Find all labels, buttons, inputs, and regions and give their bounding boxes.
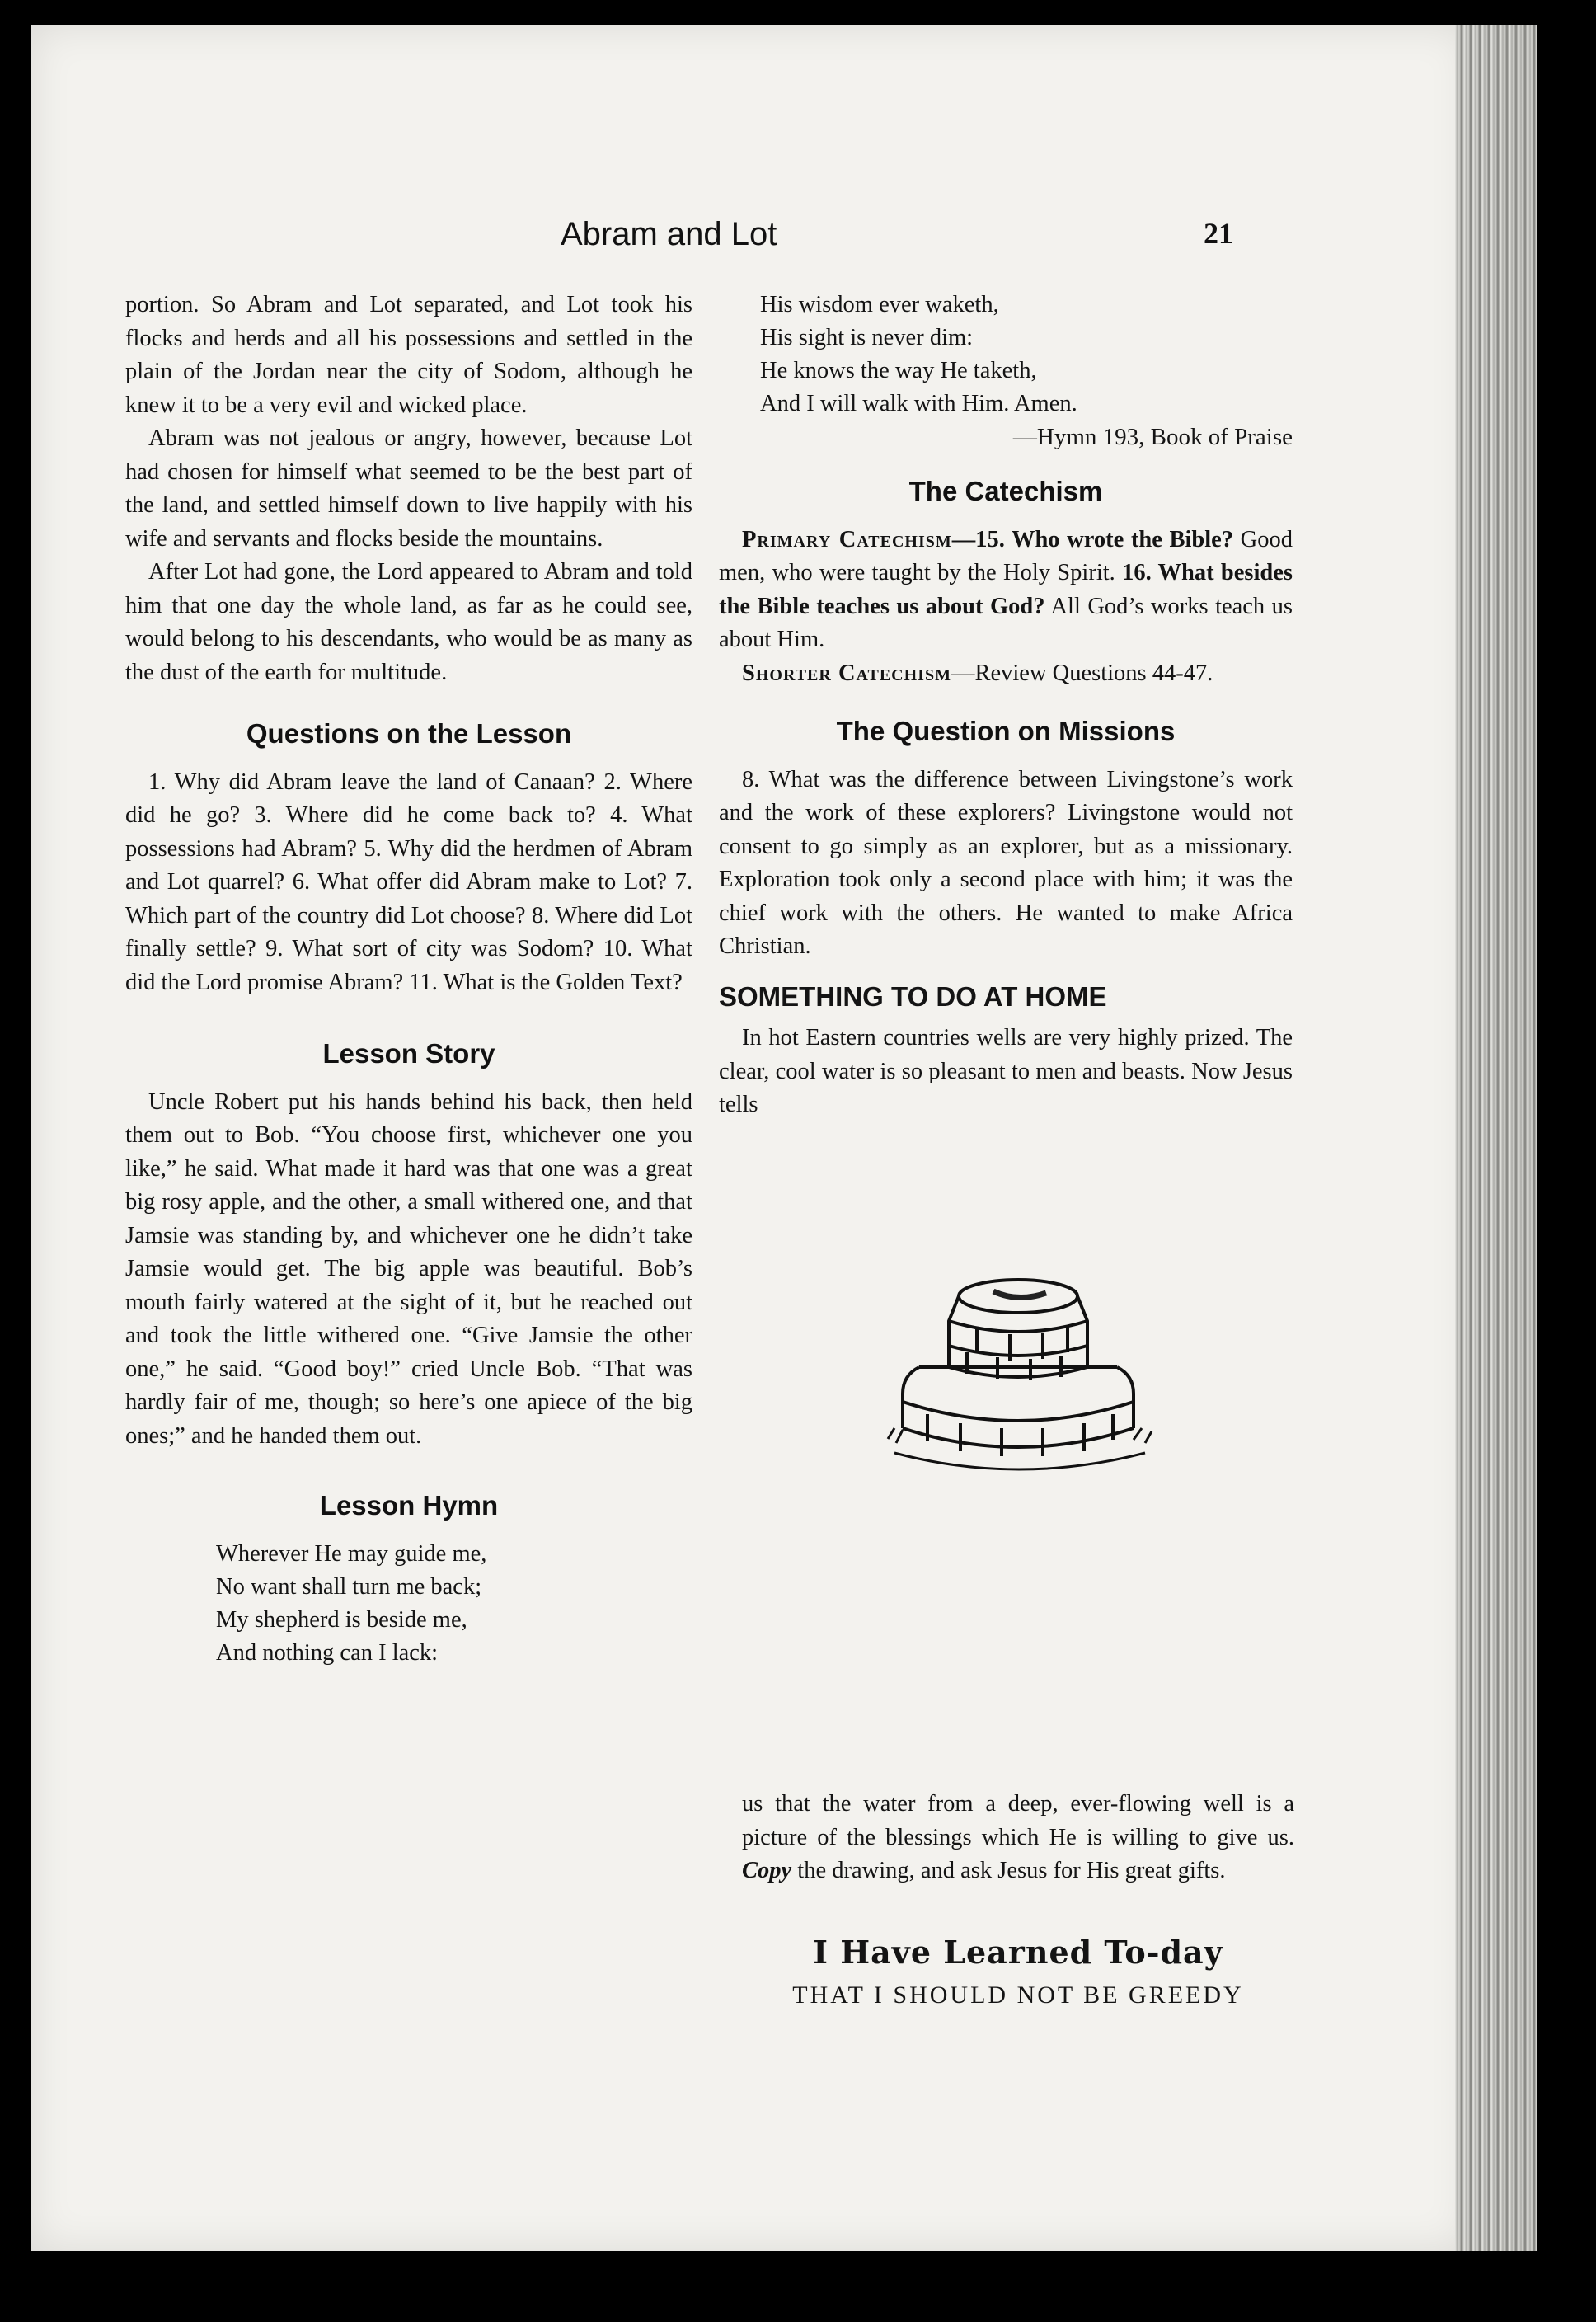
hymn-line: He knows the way He taketh,	[760, 358, 1037, 383]
hymn-line: And I will walk with Him. Amen.	[760, 391, 1077, 416]
hymn-line: Wherever He may guide me,	[216, 1540, 487, 1567]
learned-today-lesson: THAT I SHOULD NOT BE GREEDY	[792, 1981, 1244, 2009]
missions-heading: The Question on Missions	[836, 716, 1176, 746]
story-paragraph: After Lot had gone, the Lord appeared to Abram and told him that one day the whole land, as far as he could see, would belong to his descendants, who would be as many as the dust of the earth for multitude.	[125, 559, 692, 685]
shorter-catechism-label: Shorter Catechism	[742, 660, 951, 686]
hymn-line: His sight is never dim:	[760, 325, 974, 350]
hymn-line: No want shall turn me back;	[216, 1573, 482, 1600]
home-activity-heading: SOMETHING TO DO AT HOME	[719, 980, 1107, 1012]
story-paragraph: portion. So Abram and Lot separated, and Lot took his flocks and herds and all his possessions and settled in the plain of the Jordan near the city of Sodom, although he knew it to be a very evil and wicked place.	[125, 292, 692, 418]
catechism-heading: The Catechism	[908, 476, 1103, 506]
questions-text: 1. Why did Abram leave the land of Canaan? 2. Where did he go? 3. Where did he come back to? 4. What possessions had Abram? 5. Why did the herdmen of Abram and Lot quarrel? 6. What offer did Abram make to Lot? 7. Which part of the country did Lot choose? 8. Where did Lot finally settle? 9. What sort of city was Sodom? 10. What did the Lord promise Abram? 11. What is the Golden Text?	[125, 769, 692, 995]
catechism-question: —15. Who wrote the Bible?	[951, 526, 1234, 552]
hymn-line: My shepherd is beside me,	[216, 1606, 467, 1633]
lesson-hymn-heading: Lesson Hymn	[319, 1490, 499, 1521]
hymn-line: And nothing can I lack:	[216, 1639, 439, 1666]
home-activity-text-part: us that the water from a deep, ever-flowing well is a picture of the blessings which He is willing to give us.	[742, 1791, 1294, 1850]
learned-today-heading: I Have Learned To-day	[813, 1933, 1223, 1971]
hymn-line: His wisdom ever waketh,	[760, 292, 999, 317]
missions-text: 8. What was the difference between Livingstone’s work and the work of these explorers? Livingstone would not consent to go simply as an explorer, but as a missionary. Exploration took only a second place with him; it was the chief work with the others. He wanted to make Africa Christian.	[719, 766, 1293, 959]
home-activity-text-part: the drawing, and ask Jesus for His great gifts.	[797, 1858, 1226, 1883]
catechism-answer: Good men, who were taught by the Holy Spirit.	[719, 526, 1293, 585]
left-column	[125, 289, 692, 1670]
shorter-catechism	[719, 657, 1293, 691]
primary-catechism	[719, 524, 1293, 657]
page-edges	[1455, 25, 1537, 2251]
lesson-story-heading: Lesson Story	[322, 1038, 495, 1069]
lesson-story-text: Uncle Robert put his hands behind his back, then held them out to Bob. “You choose first, whichever one you like,” he said. What made it hard was that one was a great big rosy apple, and the other, a small withered one, and that Jamsie was standing by, and whichever one he didn’t take Jamsie would get. The big apple was beautiful. Bob’s mouth fairly watered at the sight of it, but he reached out and took the little withered one. “Give Jamsie the other one,” he said. “Good boy!” cried Uncle Bob. “That was hardly fair of me, though; so here’s one apiece of the big ones;” and he handed them out.	[125, 1088, 692, 1449]
shorter-catechism-text: —Review Questions 44-47.	[951, 660, 1213, 686]
hymn-source: —Hymn 193, Book of Praise	[1012, 424, 1293, 450]
right-column	[719, 289, 1293, 1122]
hymn-verse	[125, 1538, 692, 1670]
copy-instruction: Copy	[742, 1858, 792, 1883]
home-activity-text-continued	[742, 1788, 1294, 1888]
questions-heading: Questions on the Lesson	[246, 718, 572, 749]
hymn-verse-continued	[719, 289, 1293, 421]
running-head: Abram and Lot	[561, 216, 777, 252]
stone-well-icon	[870, 1270, 1166, 1476]
catechism-question: 16. What besides the Bible teaches us about God?	[719, 560, 1293, 619]
right-column-bottom	[742, 1788, 1294, 2013]
home-activity-text: In hot Eastern countries wells are very highly prized. The clear, cool water is so pleasant to men and beasts. Now Jesus tells	[719, 1025, 1293, 1117]
story-paragraph: Abram was not jealous or angry, however, because Lot had chosen for himself what seemed to be the best part of the land, and settled himself down to live happily with his wife and servants and flocks beside the mountains.	[125, 425, 692, 552]
primary-catechism-label: Primary Catechism	[742, 526, 952, 552]
catechism-answer: All God’s works teach us about Him.	[719, 593, 1293, 652]
well-base-bottom	[903, 1428, 1134, 1447]
page-number: 21	[1204, 217, 1233, 250]
